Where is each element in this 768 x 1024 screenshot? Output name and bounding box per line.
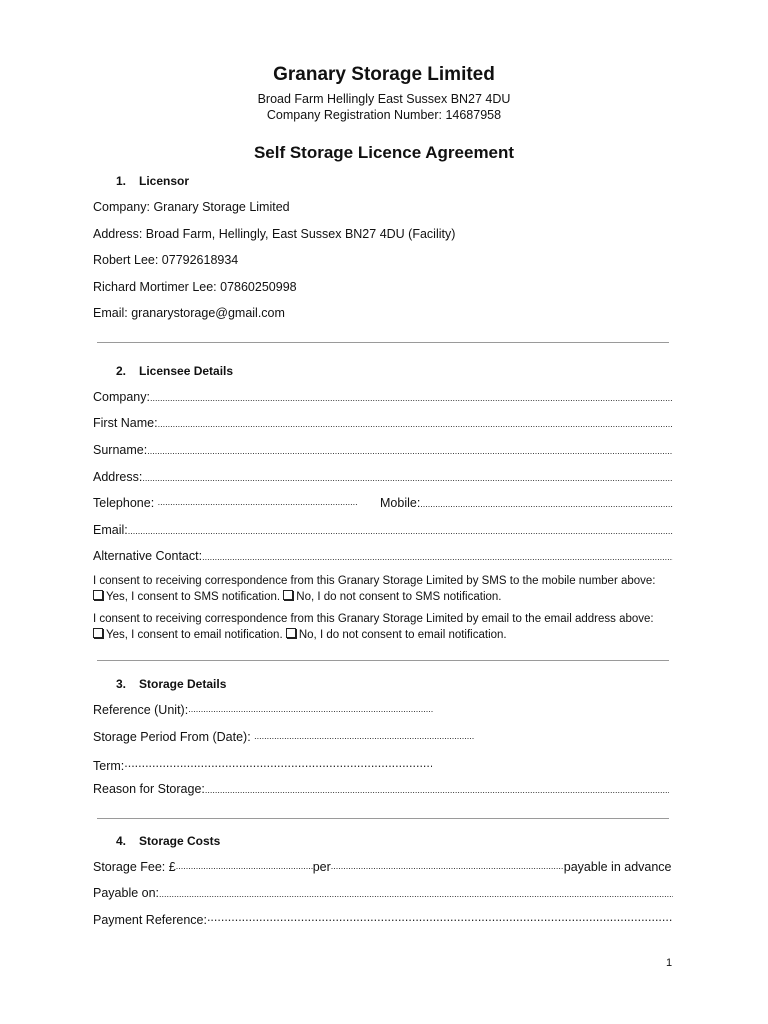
- fill-in-dots: [420, 499, 673, 509]
- section-number: 2.: [116, 364, 127, 378]
- fill-in-dots: [207, 910, 673, 924]
- storage-term-field[interactable]: [93, 756, 432, 773]
- company-registration: Company Registration Number: 14687958: [266, 108, 502, 122]
- licensee-address-field[interactable]: [93, 470, 673, 484]
- field-label: Alternative Contact:: [93, 549, 203, 563]
- sms-no-checkbox[interactable]: [283, 590, 293, 600]
- licensee-surname-field[interactable]: [93, 443, 673, 457]
- field-label: Mobile:: [380, 496, 421, 510]
- sms-yes-checkbox[interactable]: [93, 590, 103, 600]
- licensor-address: Address: Broad Farm, Hellingly, East Sussex BN27 4DU (Facility): [93, 227, 456, 241]
- sms-consent-options: [93, 590, 502, 603]
- fill-in-dots: [202, 552, 673, 562]
- fill-in-dots: [205, 785, 669, 795]
- email-consent-options: [93, 628, 507, 641]
- licensee-first-name-field[interactable]: [93, 416, 673, 430]
- field-label: Storage Period From (Date):: [93, 730, 255, 744]
- field-label: Reason for Storage:: [93, 782, 205, 796]
- sms-yes-label: Yes, I consent to SMS notification.: [106, 591, 281, 603]
- licensor-email: Email: granarystorage@gmail.com: [93, 306, 285, 320]
- field-label: Email:: [93, 523, 128, 537]
- email-no-label: No, I do not consent to email notification.: [298, 629, 507, 641]
- fill-in-dots: [124, 756, 432, 770]
- page-number: 1: [666, 957, 673, 969]
- company-name: Granary Storage Limited: [273, 64, 495, 85]
- licensor-company: Company: Granary Storage Limited: [93, 200, 290, 214]
- section-number: 3.: [116, 677, 127, 691]
- payable-on-field[interactable]: [93, 886, 673, 900]
- licensee-alt-contact-field[interactable]: [93, 549, 673, 563]
- section-title: Licensor: [139, 174, 190, 188]
- field-label: Address:: [93, 470, 143, 484]
- email-no-checkbox[interactable]: [286, 628, 296, 638]
- field-label: First Name:: [93, 416, 158, 430]
- fill-in-dots: [254, 731, 474, 741]
- section-number: 1.: [116, 174, 127, 188]
- storage-reason-field[interactable]: [93, 782, 669, 796]
- sms-no-label: No, I do not consent to SMS notification.: [296, 591, 502, 603]
- licensee-mobile-field[interactable]: [380, 496, 673, 510]
- fill-in-dots: [159, 889, 673, 899]
- section-heading-licensee: [116, 364, 233, 378]
- field-label: Term:: [93, 759, 125, 773]
- section-title: Storage Costs: [139, 834, 221, 848]
- licensor-contact-robert: Robert Lee: 07792618934: [93, 253, 239, 267]
- field-label: Reference (Unit):: [93, 703, 189, 717]
- company-address: Broad Farm Hellingly East Sussex BN27 4DU: [257, 92, 511, 106]
- payment-reference-field[interactable]: [93, 910, 673, 927]
- fill-in-dots: [142, 473, 673, 483]
- field-label: Company:: [93, 390, 150, 404]
- section-heading-costs: [116, 834, 220, 848]
- section-divider: [97, 660, 669, 661]
- fill-in-dots: [158, 497, 358, 507]
- email-yes-label: Yes, I consent to email notification.: [106, 629, 283, 641]
- document-title: Self Storage Licence Agreement: [253, 143, 515, 162]
- per-label: per: [312, 860, 331, 874]
- section-title: Licensee Details: [139, 364, 234, 378]
- sms-consent-text: I consent to receiving correspondence from this Granary Storage Limited by SMS to the mobile number above:: [93, 575, 656, 587]
- field-label: Storage Fee: £: [93, 860, 176, 874]
- section-title: Storage Details: [139, 677, 227, 691]
- section-heading-storage: [116, 677, 226, 691]
- section-divider: [97, 342, 669, 343]
- fill-in-dots: [158, 419, 673, 429]
- field-label: Payment Reference:: [93, 913, 207, 927]
- section-number: 4.: [116, 834, 127, 848]
- field-label: Payable on:: [93, 886, 160, 900]
- section-divider: [97, 818, 669, 819]
- section-heading-licensor: [116, 174, 189, 188]
- licensee-email-field[interactable]: [93, 523, 673, 537]
- fill-in-dots: [188, 704, 433, 714]
- advance-label: payable in advance: [563, 860, 672, 874]
- email-consent-text: I consent to receiving correspondence from this Granary Storage Limited by email to the email address above:: [93, 613, 654, 625]
- email-yes-checkbox[interactable]: [93, 628, 103, 638]
- fill-in-dots: [147, 446, 673, 456]
- fill-in-dots: [331, 861, 564, 871]
- licensor-contact-richard: Richard Mortimer Lee: 07860250998: [93, 280, 297, 294]
- storage-fee-field[interactable]: [93, 860, 672, 874]
- fill-in-dots: [176, 861, 313, 871]
- licensee-company-field[interactable]: [93, 390, 673, 404]
- fill-in-dots: [128, 526, 673, 536]
- storage-period-field[interactable]: [93, 730, 474, 744]
- fill-in-dots: [150, 393, 673, 403]
- licensee-telephone-field[interactable]: [93, 496, 358, 510]
- field-label: Surname:: [93, 443, 148, 457]
- field-label: Telephone:: [93, 496, 158, 510]
- storage-reference-field[interactable]: [93, 703, 433, 717]
